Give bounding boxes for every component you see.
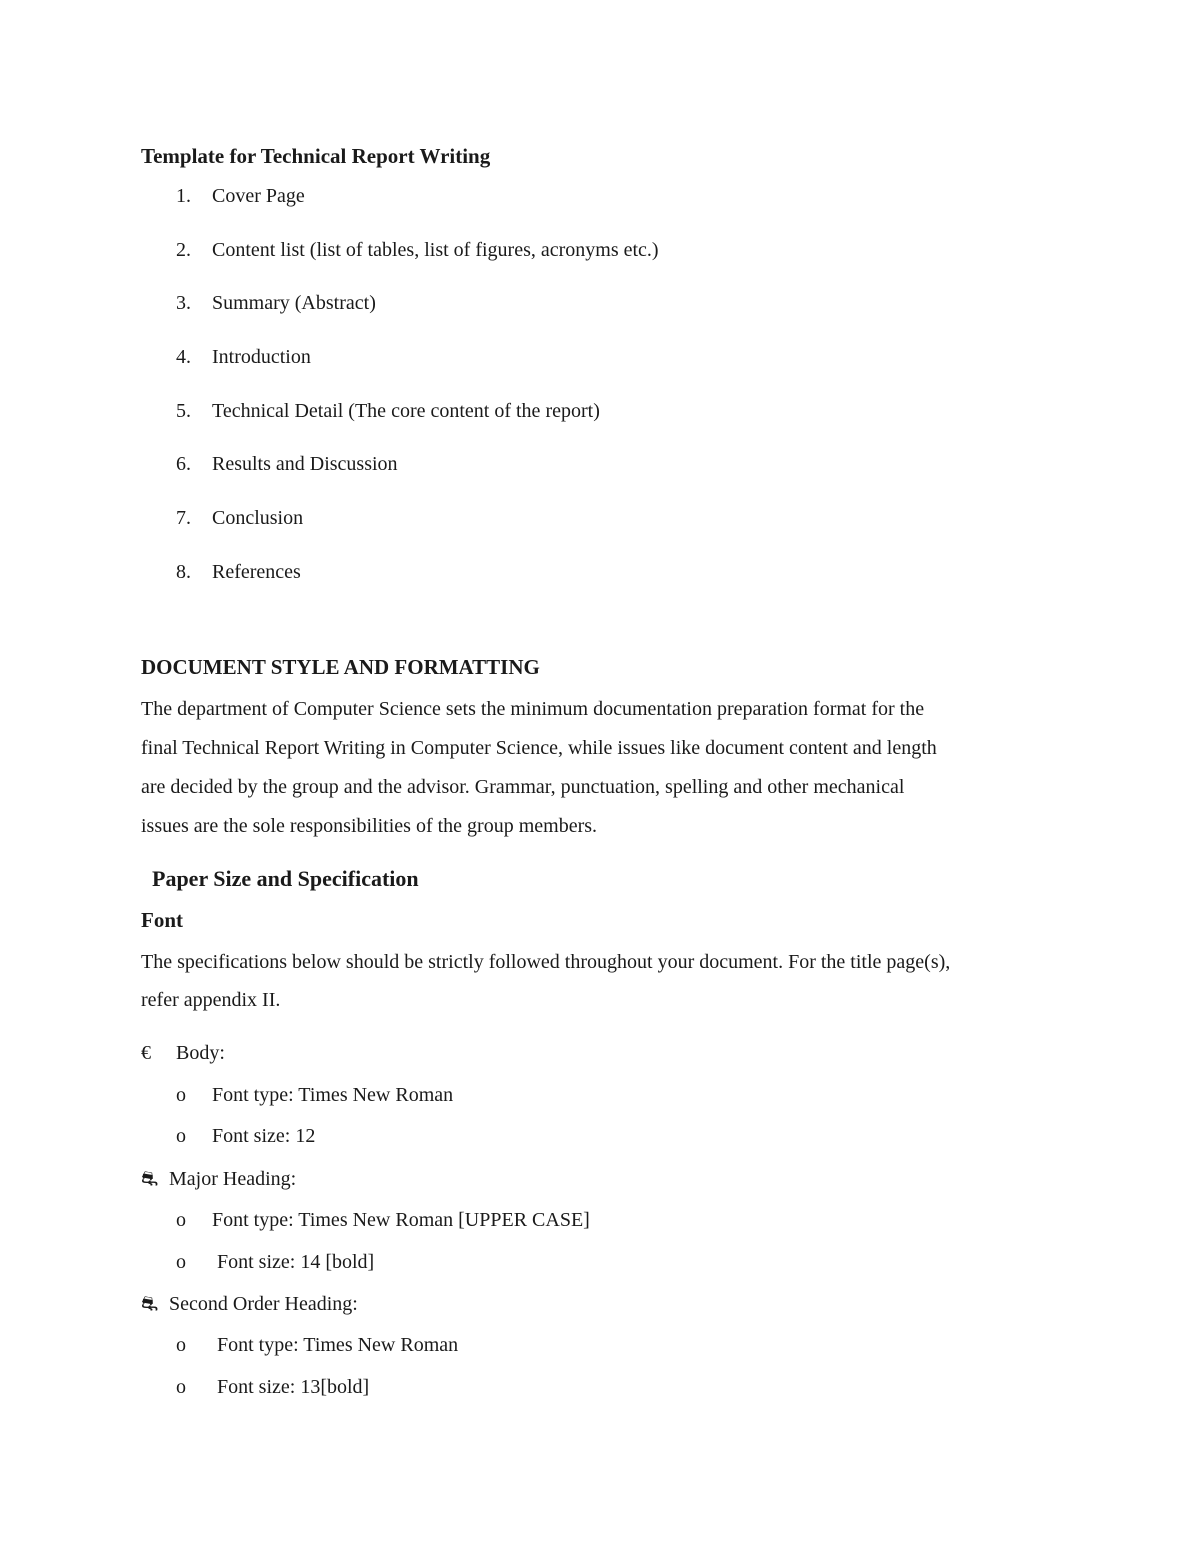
- spec-item: [176, 1208, 590, 1232]
- spec-body: [141, 1041, 225, 1065]
- style-paragraph-line: The department of Computer Science sets the minimum documentation preparation format for the: [141, 698, 925, 720]
- style-paragraph-line: final Technical Report Writing in Computer Science, while issues like document content and length: [141, 737, 937, 759]
- outline-number: 5.: [176, 400, 191, 422]
- outline-item: [176, 560, 301, 584]
- spec-item-text: Font type: Times New Roman: [212, 1084, 454, 1106]
- outline-item: [176, 184, 305, 208]
- outline-number: 1.: [176, 185, 191, 207]
- spec-item-text: Font type: Times New Roman: [217, 1334, 459, 1356]
- document-title: Template for Technical Report Writing: [141, 144, 491, 168]
- font-paragraph-line: refer appendix II.: [141, 989, 281, 1011]
- outline-item: [176, 506, 303, 530]
- outline-number: 7.: [176, 507, 191, 529]
- outline-text: Introduction: [212, 346, 311, 368]
- outline-number: 3.: [176, 292, 191, 314]
- spec-major-heading: [141, 1167, 296, 1191]
- style-heading: DOCUMENT STYLE AND FORMATTING: [141, 655, 540, 679]
- spec-label: Body:: [176, 1042, 225, 1064]
- outline-item: [176, 399, 600, 423]
- spec-second-heading: [141, 1292, 358, 1316]
- outline-number: 8.: [176, 561, 191, 583]
- spec-item: [176, 1375, 369, 1399]
- spec-label: Major Heading:: [169, 1168, 297, 1190]
- outline-text: Technical Detail (The core content of the report): [212, 400, 600, 422]
- outline-item: [176, 452, 398, 476]
- style-paragraph-line: are decided by the group and the advisor. Grammar, punctuation, spelling and other mechanical: [141, 776, 905, 798]
- outline-item: [176, 345, 311, 369]
- outline-text: References: [212, 561, 301, 583]
- font-paragraph-line: The specifications below should be strictly followed throughout your document. For the title page(s),: [141, 951, 951, 973]
- euro-bullet-icon: €: [141, 1042, 151, 1064]
- spec-item-text: Font size: 12: [212, 1125, 316, 1147]
- outline-item: [176, 238, 659, 262]
- circle-bullet-icon: o: [176, 1209, 186, 1231]
- spec-item-text: Font size: 13[bold]: [217, 1376, 370, 1398]
- outline-text: Content list (list of tables, list of figures, acronyms etc.): [212, 239, 659, 261]
- spec-item: [176, 1333, 458, 1357]
- outline-number: 6.: [176, 453, 191, 475]
- paper-heading: Paper Size and Specification: [152, 866, 419, 891]
- circle-bullet-icon: o: [176, 1376, 186, 1398]
- spec-item: [176, 1250, 374, 1274]
- wingding-bullet-icon: ⛐: [141, 1168, 159, 1190]
- circle-bullet-icon: o: [176, 1125, 186, 1147]
- circle-bullet-icon: o: [176, 1084, 186, 1106]
- spec-item: [176, 1083, 453, 1107]
- spec-item: [176, 1124, 315, 1148]
- spec-label: Second Order Heading:: [169, 1293, 358, 1315]
- outline-number: 4.: [176, 346, 191, 368]
- outline-item: [176, 291, 376, 315]
- outline-text: Cover Page: [212, 185, 305, 207]
- circle-bullet-icon: o: [176, 1251, 186, 1273]
- style-paragraph-line: issues are the sole responsibilities of the group members.: [141, 815, 598, 837]
- outline-number: 2.: [176, 239, 191, 261]
- spec-item-text: Font size: 14 [bold]: [217, 1251, 375, 1273]
- outline-text: Results and Discussion: [212, 453, 398, 475]
- circle-bullet-icon: o: [176, 1334, 186, 1356]
- wingding-bullet-icon: ⛐: [141, 1293, 159, 1315]
- outline-text: Conclusion: [212, 507, 304, 529]
- outline-text: Summary (Abstract): [212, 292, 376, 314]
- font-heading: Font: [141, 908, 183, 932]
- spec-item-text: Font type: Times New Roman [UPPER CASE]: [212, 1209, 590, 1231]
